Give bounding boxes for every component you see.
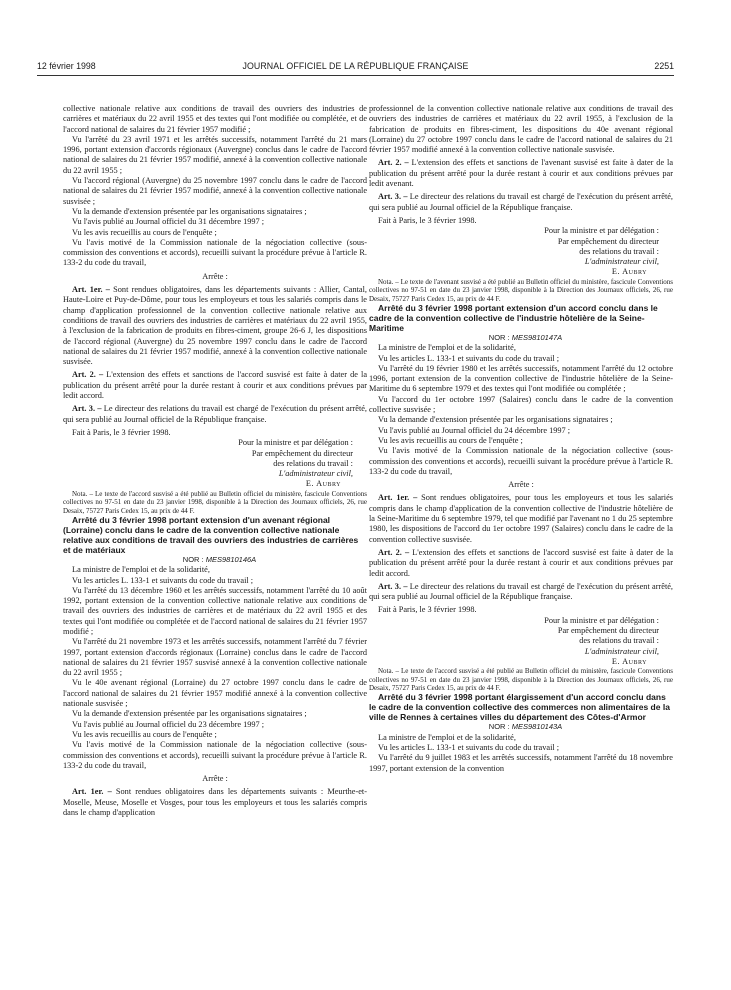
article-text: Sont rendues obligatoires, dans les départements suivants : Allier, Cantal, Haute-Loire et Puy-de-Dôme, pour tous les employeurs et tous les salariés compris dans le champ d'application professionnel de la convention collective nationale relative aux conditions de travail des ouvriers des industries de carrières et matériaux du 22 avril 1955, à l'exclusion de la fabrication de produits en fibres-ciment, groupe 26-6 J, les dispositions de l'accord régional (Auvergne) du 25 novembre 1997 conclu dans le cadre de l'accord national de salaires du 21 février 1957 modifié, annexé à la convention collective nationale susvisée. [63,285,367,367]
nor-label: NOR : [488,722,510,732]
signature-place-date: Fait à Paris, le 3 février 1998. [378,215,477,225]
nor-code: MES9810146A [205,554,257,564]
article-3 [369,192,673,213]
paragraph: Vu la demande d'extension présentée par les organisations signataires ; [72,206,307,216]
arrete-heading: Arrête : [508,480,534,490]
nota-note: Nota. – Le texte de l'accord susvisé a été publié au Bulletin officiel du ministère, fascicule Conventions collectives no 97-51 en date du 23 janvier 1998, disponible à la Direction des Journaux officiels, 26, rue Desaix, 75727 Paris Cedex 15, au prix de 44 F. [369,667,673,692]
signature-line: des relations du travail : [273,458,353,468]
nor-reference [63,555,367,565]
paragraph: La ministre de l'emploi et de la solidarité, [378,343,516,353]
article-2 [63,370,367,401]
article-label: Art. 3. – [378,581,408,591]
paragraph: Vu l'avis publié au Journal officiel du 23 décembre 1997 ; [72,719,265,729]
signature-block [369,226,659,277]
right-column [369,104,673,984]
signature-block [63,438,353,489]
article-1 [63,285,367,367]
signature-line: Par empêchement du directeur [251,448,353,458]
signature-line: Par empêchement du directeur [557,625,659,635]
paragraph: Vu l'accord régional (Auvergne) du 25 novembre 1997 conclu dans le cadre de l'accord national de salaires du 21 février 1957 modifié, annexé à la convention collective nationale susvisée ; [63,176,367,206]
header-rule [37,75,674,76]
paragraph: Vu la demande d'extension présentée par les organisations signataires ; [378,415,613,425]
article-1 [63,787,367,818]
article-3 [63,404,367,425]
signature-place-date: Fait à Paris, le 3 février 1998. [72,427,171,437]
paragraph: Vu l'arrêté du 21 novembre 1973 et les arrêtés successifs, notamment l'arrêté du 7 février 1997, portant extension d'accords régionaux (Lorraine) conclus dans le cadre de l'accord national de salaires du 21 février 1957 susvisé annexé à la convention collective nationale du 22 avril 1955 ; [63,637,367,678]
paragraph: Vu les avis recueillis au cours de l'enquête ; [378,435,523,445]
paragraph: Vu l'avis publié au Journal officiel du 31 décembre 1997 ; [72,217,265,227]
article-label: Art. 3. – [378,192,408,202]
signature-line: Pour la ministre et par délégation : [544,226,659,236]
article-2 [369,548,673,579]
nor-label: NOR : [488,332,510,342]
signature-line: des relations du travail : [579,246,659,256]
paragraph: Vu l'avis motivé de la Commission nationale de la négociation collective (sous-commission des conventions et accords), recueilli suivant la procédure prévue à l'article R. 133-2 du code du travail, [63,237,367,268]
paragraph: Vu l'arrêté du 23 avril 1971 et les arrêtés successifs, notamment l'arrêté du 21 mars 1996, portant extension d'accords régionaux (Auvergne) conclus dans le cadre de l'accord national de salaires du 21 février 1957 modifié, annexé à la convention collective nationale du 22 avril 1955 ; [63,134,367,175]
article-text: L'extension des effets et sanctions de l'accord susvisé est faite à dater de la publication du présent arrêté pour la durée restant à courir et aux conditions prévues par ledit accord. [369,547,673,578]
article-3 [369,582,673,603]
nor-code: MES9810143A [511,722,563,732]
nor-reference [369,722,673,732]
signature-name: E. Aubry [611,267,647,277]
article-label: Art. 1er. – [72,787,112,797]
paragraph: Vu l'avis motivé de la Commission nationale de la négociation collective (sous-commission des conventions et accords), recueilli suivant la procédure prévue à l'article R. 133-2 du code du travail, [369,446,673,476]
nota-note: Nota. – Le texte de l'accord susvisé a été publié au Bulletin officiel du ministère, fascicule Conventions collectives no 97-51 en date du 23 janvier 1998, disponible à la Direction des Journaux officiels, 26, rue Desaix, 75727 Paris Cedex 15, au prix de 44 F. [63,489,367,515]
arrete-heading: Arrête : [202,271,228,281]
journal-title: JOURNAL OFFICIEL DE LA RÉPUBLIQUE FRANÇAISE [242,61,469,71]
paragraph: La ministre de l'emploi et de la solidarité, [72,565,210,575]
page-number: 2251 [654,61,674,71]
article-text: Le directeur des relations du travail est chargé de l'exécution du présent arrêté, qui sera publié au Journal officiel de la République française. [369,581,673,602]
article-label: Art. 1er. – [72,285,110,295]
article-text: L'extension des effets et sanctions de l'avenant susvisé est faite à dater de la publication du présent arrêté pour la durée restant à courir et aux conditions prévues par ledit avenant. [369,158,673,189]
signature-name: E. Aubry [611,656,647,666]
left-column [63,104,367,984]
paragraph: Vu les articles L. 133-1 et suivants du code du travail ; [378,353,560,363]
signature-line: Par empêchement du directeur [557,236,659,246]
article-label: Art. 1er. – [378,493,418,503]
arrete-heading: Arrête : [202,774,228,784]
article-text: L'extension des effets et sanctions de l'accord susvisé est faite à dater de la publication du présent arrêté pour la durée restant à courir et aux conditions prévues par ledit accord. [63,370,367,401]
signature-line: Pour la ministre et par délégation : [544,615,659,625]
paragraph: Vu les avis recueillis au cours de l'enquête ; [72,227,217,237]
page-header [37,61,674,73]
paragraph: Vu les avis recueillis au cours de l'enquête ; [72,729,217,739]
signature-place-date: Fait à Paris, le 3 février 1998. [378,605,477,615]
paragraph: professionnel de la convention collective nationale relative aux conditions de travail des ouvriers des industries de carrières et matériaux du 22 avril 1955, à l'exclusion de la fabrication de produits en fibres-ciment, les dispositions du 40e avenant régional (Lorraine) du 27 octobre 1997 conclu dans le cadre de l'accord national de salaires du 21 février 1957 modifié annexé à la convention collective nationale susvisée. [369,104,673,155]
article-label: Art. 3. – [72,404,102,414]
nota-note: Nota. – Le texte de l'avenant susvisé a été publié au Bulletin officiel du ministère, fascicule Conventions collectives no 97-51 en date du 23 janvier 1998, disponible à la Direction des Journaux officiels, 26, rue Desaix, 75727 Paris Cedex 15, au prix de 44 F. [369,277,673,303]
signature-line: L'administrateur civil, [584,257,659,267]
paragraph: Vu les articles L. 133-1 et suivants du code du travail ; [72,575,254,585]
paragraph: Vu l'avis motivé de la Commission nationale de la négociation collective (sous-commission des conventions et accords), recueilli suivant la procédure prévue à l'article R. 133-2 du code du travail, [63,740,367,770]
paragraph: Vu l'arrêté du 9 juillet 1983 et les arrêtés successifs, notamment l'arrêté du 18 novembre 1997, portant extension de la convention [369,753,673,773]
nor-code: MES9810147A [511,332,563,342]
paragraph: Vu la demande d'extension présentée par les organisations signataires ; [72,709,307,719]
signature-line: Pour la ministre et par délégation : [238,438,353,448]
signature-line: L'administrateur civil, [278,469,353,479]
signature-line: des relations du travail : [579,636,659,646]
signature-block [369,616,659,667]
signature-line: L'administrateur civil, [584,646,659,656]
paragraph: Vu l'accord du 1er octobre 1997 (Salaires) conclu dans le cadre de la convention collective susvisée ; [369,394,673,415]
paragraph: Vu les articles L. 133-1 et suivants du code du travail ; [378,742,560,752]
article-text: Le directeur des relations du travail est chargé de l'exécution du présent arrêté, qui sera publié au Journal officiel de la République française. [63,404,367,424]
article-2 [369,158,673,189]
paragraph: Vu l'arrêté du 13 décembre 1960 et les arrêtés successifs, notamment l'arrêté du 10 août 1992, portant extension de la convention collective nationale relative aux conditions de travail des ouvriers des industries de carrières et de matériaux du 22 avril 1955 et des textes qui l'ont modifiée ou complétée et de l'accord national de salaires du 21 février 1957 modifié ; [63,585,367,636]
article-label: Art. 2. – [378,158,409,168]
header-date: 12 février 1998 [37,61,96,71]
article-text: Sont rendues obligatoires dans les départements suivants : Meurthe-et-Moselle, Meuse, Moselle et Vosges, pour tous les employeurs et tous les salariés compris dans le champ d'application [63,787,367,818]
paragraph: La ministre de l'emploi et de la solidarité, [378,732,516,742]
decree-title: Arrêté du 3 février 1998 portant extension d'un avenant régional (Lorraine) conclu dans le cadre de la convention collective nationale relative aux conditions de travail des ouvriers des industries de carrières et de matériaux [63,514,359,555]
decree-title: Arrêté du 3 février 1998 portant extension d'un accord conclu dans le cadre de la convention collective de l'industrie hôtelière de la Seine-Maritime [369,302,658,333]
paragraph: Vu l'avis publié au Journal officiel du 24 décembre 1997 ; [378,425,571,435]
nor-label: NOR : [182,554,204,564]
signature-name: E. Aubry [305,479,341,489]
article-label: Art. 2. – [378,547,410,557]
article-1 [369,493,673,544]
paragraph: Vu le 40e avenant régional (Lorraine) du 27 octobre 1997 conclu dans le cadre de l'accord national de salaires du 21 février 1957 modifié annexé à la convention collective nationale susvisée ; [63,678,367,709]
article-text: Le directeur des relations du travail est chargé de l'exécution du présent arrêté, qui sera publié au Journal officiel de la République française. [369,192,673,212]
article-text: Sont rendues obligatoires, pour tous les employeurs et tous les salariés compris dans le champ d'application de la convention collective de l'industrie hôtelière de la Seine-Maritime du 6 septembre 1979, tel que modifié par l'avenant no 1 du 25 septembre 1980, les dispositions de l'accord du 1er octobre 1997 (Salaires) conclu dans le cadre de la convention collective susvisée. [369,493,673,544]
paragraph: collective nationale relative aux conditions de travail des ouvriers des industries de carrières et matériaux du 22 avril 1955 et des textes qui l'ont modifiée ou complétée, et de l'accord national de salaires du 21 février 1957 modifié ; [63,104,367,134]
paragraph: Vu l'arrêté du 19 février 1980 et les arrêtés successifs, notamment l'arrêté du 12 octobre 1996, portant extension de la convention collective de l'industrie hôtelière de la Seine-Maritime du 6 septembre 1979 et des textes qui l'ont modifiée ou complétée ; [369,363,673,394]
nor-reference [369,333,673,343]
article-label: Art. 2. – [72,370,104,380]
decree-title: Arrêté du 3 février 1998 portant élargissement d'un accord conclu dans le cadre de la convention collective des commerces non alimentaires de la ville de Rennes à certaines villes du département des Côtes-d'Armor [369,692,670,723]
